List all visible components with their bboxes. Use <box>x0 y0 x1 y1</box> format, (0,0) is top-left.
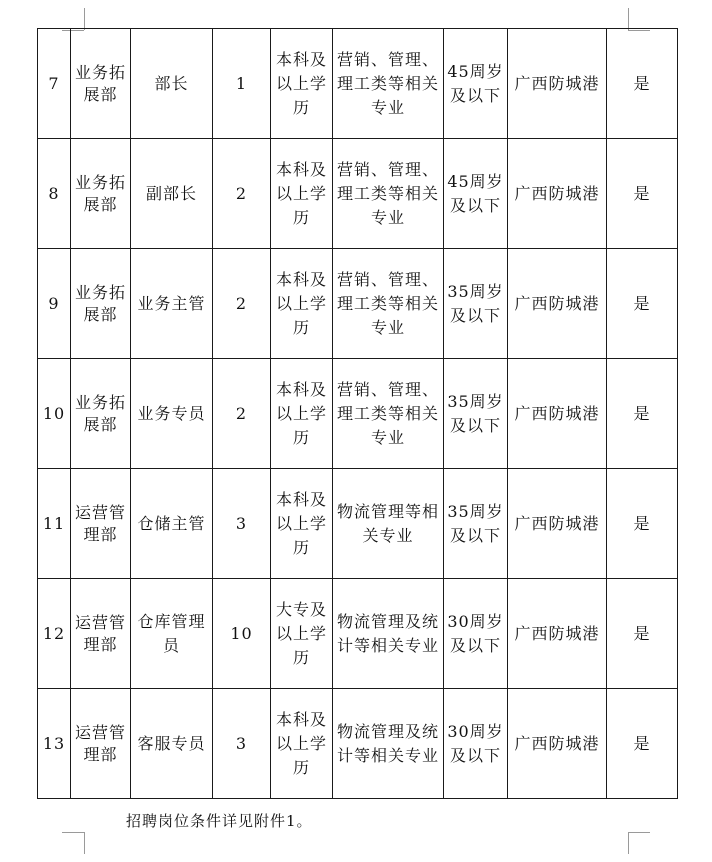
headcount-cell: 2 <box>213 249 271 359</box>
education-cell: 本科及以上学历 <box>271 29 333 139</box>
headcount-cell: 1 <box>213 29 271 139</box>
position-cell: 部长 <box>131 29 213 139</box>
major-cell: 物流管理及统计等相关专业 <box>333 689 444 799</box>
table-row <box>38 139 678 249</box>
flag-cell: 是 <box>607 29 678 139</box>
headcount-cell: 2 <box>213 139 271 249</box>
department-cell: 业务拓展部 <box>71 249 131 359</box>
headcount-cell: 3 <box>213 689 271 799</box>
row-number-cell: 11 <box>38 469 71 579</box>
table-row <box>38 579 678 689</box>
row-number-cell: 10 <box>38 359 71 469</box>
department-cell: 运营管理部 <box>71 579 131 689</box>
department-cell: 业务拓展部 <box>71 29 131 139</box>
headcount-cell: 2 <box>213 359 271 469</box>
major-cell: 物流管理等相关专业 <box>333 469 444 579</box>
age-limit-cell: 45周岁及以下 <box>444 29 508 139</box>
position-cell: 业务专员 <box>131 359 213 469</box>
table-body <box>38 29 678 799</box>
table-row <box>38 29 678 139</box>
age-limit-cell: 35周岁及以下 <box>444 359 508 469</box>
headcount-cell: 10 <box>213 579 271 689</box>
flag-cell: 是 <box>607 579 678 689</box>
row-number-cell: 8 <box>38 139 71 249</box>
headcount-cell: 3 <box>213 469 271 579</box>
education-cell: 本科及以上学历 <box>271 689 333 799</box>
location-cell: 广西防城港 <box>508 249 607 359</box>
flag-cell: 是 <box>607 359 678 469</box>
position-cell: 副部长 <box>131 139 213 249</box>
flag-cell: 是 <box>607 249 678 359</box>
major-cell: 营销、管理、理工类等相关专业 <box>333 249 444 359</box>
recruitment-table <box>37 28 678 799</box>
department-cell: 运营管理部 <box>71 689 131 799</box>
education-cell: 本科及以上学历 <box>271 249 333 359</box>
age-limit-cell: 35周岁及以下 <box>444 249 508 359</box>
age-limit-cell: 30周岁及以下 <box>444 689 508 799</box>
education-cell: 本科及以上学历 <box>271 359 333 469</box>
age-limit-cell: 35周岁及以下 <box>444 469 508 579</box>
flag-cell: 是 <box>607 139 678 249</box>
position-cell: 客服专员 <box>131 689 213 799</box>
location-cell: 广西防城港 <box>508 359 607 469</box>
department-cell: 业务拓展部 <box>71 139 131 249</box>
major-cell: 营销、管理、理工类等相关专业 <box>333 359 444 469</box>
table-row <box>38 359 678 469</box>
education-cell: 本科及以上学历 <box>271 139 333 249</box>
age-limit-cell: 45周岁及以下 <box>444 139 508 249</box>
major-cell: 营销、管理、理工类等相关专业 <box>333 139 444 249</box>
footnote: 招聘岗位条件详见附件1。 <box>126 812 313 830</box>
location-cell: 广西防城港 <box>508 139 607 249</box>
table-row <box>38 249 678 359</box>
flag-cell: 是 <box>607 469 678 579</box>
position-cell: 业务主管 <box>131 249 213 359</box>
flag-cell: 是 <box>607 689 678 799</box>
position-cell: 仓库管理员 <box>131 579 213 689</box>
department-cell: 业务拓展部 <box>71 359 131 469</box>
location-cell: 广西防城港 <box>508 689 607 799</box>
row-number-cell: 12 <box>38 579 71 689</box>
department-cell: 运营管理部 <box>71 469 131 579</box>
row-number-cell: 13 <box>38 689 71 799</box>
major-cell: 物流管理及统计等相关专业 <box>333 579 444 689</box>
table-row <box>38 469 678 579</box>
education-cell: 大专及以上学历 <box>271 579 333 689</box>
position-cell: 仓储主管 <box>131 469 213 579</box>
location-cell: 广西防城港 <box>508 469 607 579</box>
row-number-cell: 9 <box>38 249 71 359</box>
major-cell: 营销、管理、理工类等相关专业 <box>333 29 444 139</box>
location-cell: 广西防城港 <box>508 579 607 689</box>
education-cell: 本科及以上学历 <box>271 469 333 579</box>
row-number-cell: 7 <box>38 29 71 139</box>
location-cell: 广西防城港 <box>508 29 607 139</box>
table-row <box>38 689 678 799</box>
age-limit-cell: 30周岁及以下 <box>444 579 508 689</box>
